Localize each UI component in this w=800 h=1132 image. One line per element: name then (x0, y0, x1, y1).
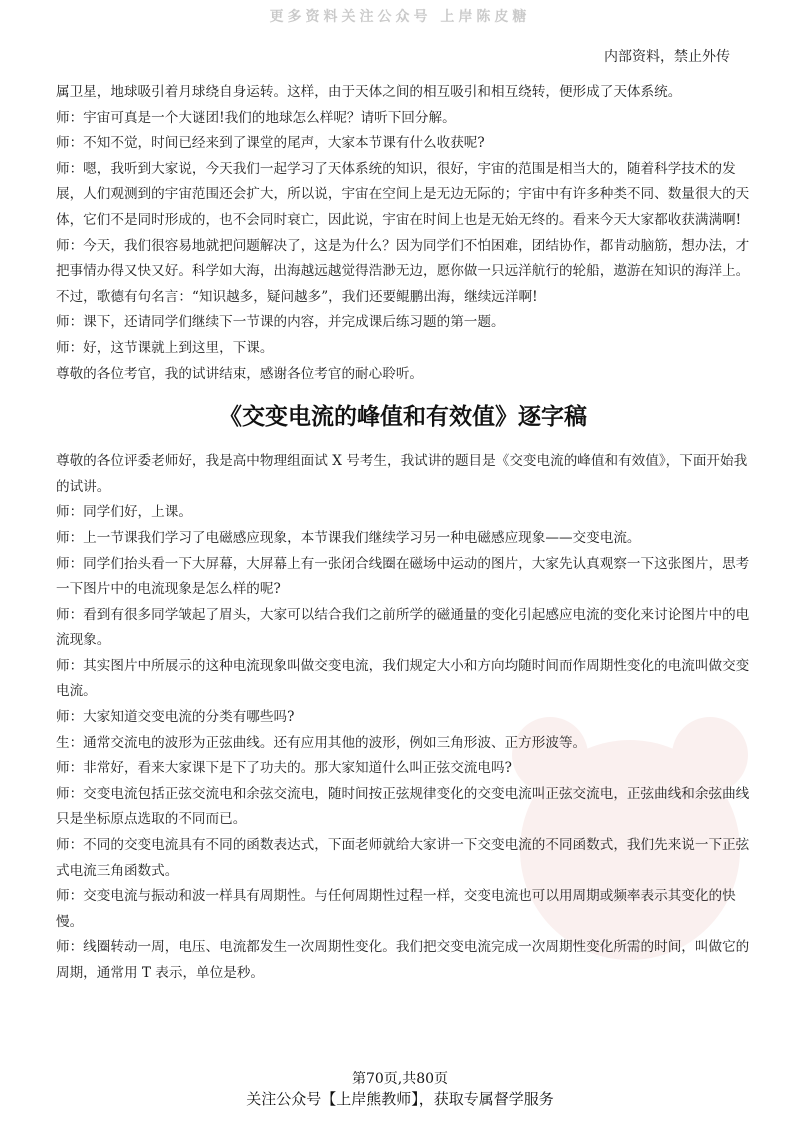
paragraph: 尊敬的各位考官，我的试讲结束，感谢各位考官的耐心聆听。 (56, 365, 424, 382)
footer-promo: 关注公众号【上岸熊教师】，获取专属督学服务 (246, 1090, 554, 1108)
paragraph: 尊敬的各位评委老师好，我是高中物理组面试 X 号考生，我试讲的题目是《交变电流的峰值和有效值》，下面开始我的试讲。 (56, 453, 748, 495)
paragraph: 师：线圈转动一周，电压、电流都发生一次周期性变化。我们把交变电流完成一次周期性变化所需的时间，叫做它的周期，通常用 T 表示，单位是秒。 (56, 939, 750, 981)
paragraph: 师：上一节课我们学习了电磁感应现象，本节课我们继续学习另一种电磁感应现象——交变电流。 (56, 529, 641, 546)
paragraph: 师：看到有很多同学皱起了眉头，大家可以结合我们之前所学的磁通量的变化引起感应电流的变化来讨论图片中的电流现象。 (56, 606, 750, 649)
document-body (56, 80, 750, 987)
paragraph: 生：通常交流电的波形为正弦曲线。还有应用其他的波形，例如三角形波、正方形波等。 (56, 734, 587, 751)
paragraph: 师：好，这节课就上到这里，下课。 (56, 339, 274, 356)
paragraph: 师：交变电流包括正弦交流电和余弦交流电，随时间按正弦规律变化的交变电流叫正弦交流电，正弦曲线和余弦曲线只是坐标原点选取的不同而已。 (56, 785, 750, 828)
confidential-notice: 内部资料，禁止外传 (604, 49, 730, 65)
paragraph: 师：同学们抬头看一下大屏幕，大屏幕上有一张闭合线圈在磁场中运动的图片，大家先认真观察一下这张图片，思考一下图片中的电流现象是怎么样的呢? (56, 555, 750, 598)
paragraph: 师：非常好，看来大家课下是下了功夫的。那大家知道什么叫正弦交流电吗? (56, 760, 512, 777)
paragraph: 师：同学们好，上课。 (56, 504, 192, 521)
paragraph: 师：大家知道交变电流的分类有哪些吗? (56, 709, 295, 726)
paragraph: 师：不知不觉，时间已经来到了课堂的尾声，大家本节课有什么收获呢? (56, 135, 485, 152)
paragraph: 师：嗯，我听到大家说，今天我们一起学习了天体系统的知识，很好，宇宙的范围是相当大的，随着科学技术的发展，人们观测到的宇宙范围还会扩大，所以说，宇宙在空间上是无边无际的；宇宙中有许多种类不同、数量很大的天体，它们不是同时形成的，也不会同时衰亡，因此说，宇宙在时间上也是无始无终的。看来今天大家都收获满满啊! (56, 160, 750, 228)
paragraph: 师：交变电流与振动和波一样具有周期性。与任何周期性过程一样，交变电流也可以用周期或频率表示其变化的快慢。 (56, 888, 736, 930)
paragraph: 师：今天，我们很容易地就把问题解决了，这是为什么？因为同学们不怕困难，团结协作，都肯动脑筋，想办法，才把事情办得又快又好。科学如大海，出海越远越觉得浩渺无边，愿你做一只远洋航行的轮船，遨游在知识的海洋上。不过，歌德有句名言：“知识越多，疑问越多”，我们还要鲲鹏出海，继续远洋啊! (56, 237, 750, 305)
paragraph: 师：宇宙可真是一个大谜团!我们的地球怎么样呢？请听下回分解。 (56, 109, 456, 126)
header-watermark: 更多资料关注公众号 上岸陈皮糖 (269, 9, 531, 25)
section-title: 《交变电流的峰值和有效值》逐字稿 (219, 404, 587, 431)
paragraph: 师：不同的交变电流具有不同的函数表达式，下面老师就给大家讲一下交变电流的不同函数式，我们先来说一下正弦式电流三角函数式。 (56, 837, 750, 879)
paragraph: 师：其实图片中所展示的这种电流现象叫做交变电流，我们规定大小和方向均随时间而作周期性变化的电流叫做交变电流。 (56, 657, 750, 700)
page-number: 第70页,共80页 (351, 1071, 449, 1087)
paragraph: 师：课下，还请同学们继续下一节课的内容，并完成课后练习题的第一题。 (56, 314, 505, 331)
paragraph: 属卫星，地球吸引着月球绕自身运转。这样，由于天体之间的相互吸引和相互绕转，便形成了天体系统。 (56, 84, 682, 100)
